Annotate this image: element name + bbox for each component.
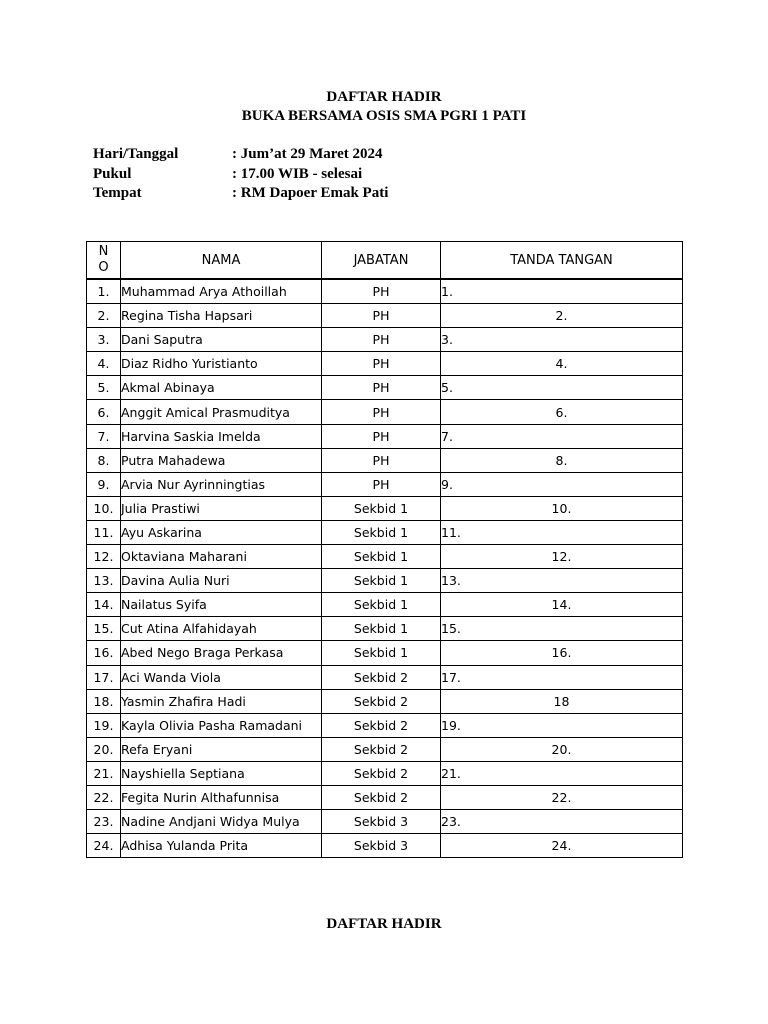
attendee-position: Sekbid 2 xyxy=(322,761,441,785)
table-row xyxy=(87,496,683,520)
signature-cell: 12. xyxy=(441,545,683,569)
attendee-name: Arvia Nur Ayrinningtias xyxy=(121,472,322,496)
row-number: 14. xyxy=(87,593,121,617)
attendee-position: Sekbid 2 xyxy=(322,785,441,809)
signature-cell: 6. xyxy=(441,400,683,424)
event-info xyxy=(93,145,388,204)
table-row xyxy=(87,424,683,448)
attendee-position: Sekbid 2 xyxy=(322,713,441,737)
attendee-name: Nadine Andjani Widya Mulya xyxy=(121,810,322,834)
table-row xyxy=(87,352,683,376)
row-number: 9. xyxy=(87,472,121,496)
table-row xyxy=(87,328,683,352)
attendee-position: PH xyxy=(322,424,441,448)
table-row xyxy=(87,761,683,785)
attendee-name: Akmal Abinaya xyxy=(121,376,322,400)
attendance-table xyxy=(86,241,683,858)
row-number: 6. xyxy=(87,400,121,424)
attendee-name: Regina Tisha Hapsari xyxy=(121,304,322,328)
signature-cell: 10. xyxy=(441,496,683,520)
attendee-name: Muhammad Arya Athoillah xyxy=(121,279,322,304)
info-row-date xyxy=(93,145,388,165)
attendee-position: PH xyxy=(322,304,441,328)
attendance-rows xyxy=(87,279,683,858)
attendee-position: Sekbid 3 xyxy=(322,834,441,858)
signature-cell: 17. xyxy=(441,665,683,689)
row-number: 22. xyxy=(87,785,121,809)
table-header-row xyxy=(87,242,683,280)
row-number: 3. xyxy=(87,328,121,352)
table-row xyxy=(87,617,683,641)
attendee-position: Sekbid 2 xyxy=(322,689,441,713)
attendee-position: Sekbid 1 xyxy=(322,593,441,617)
table-row xyxy=(87,448,683,472)
attendee-name: Nayshiella Septiana xyxy=(121,761,322,785)
signature-cell: 21. xyxy=(441,761,683,785)
attendee-name: Aci Wanda Viola xyxy=(121,665,322,689)
date-value: : Jum’at 29 Maret 2024 xyxy=(232,146,383,162)
attendee-name: Anggit Amical Prasmuditya xyxy=(121,400,322,424)
attendee-position: Sekbid 2 xyxy=(322,737,441,761)
signature-cell: 20. xyxy=(441,737,683,761)
table-row xyxy=(87,376,683,400)
table-row xyxy=(87,545,683,569)
table-row xyxy=(87,834,683,858)
attendee-position: Sekbid 1 xyxy=(322,496,441,520)
row-number: 21. xyxy=(87,761,121,785)
attendee-position: Sekbid 1 xyxy=(322,569,441,593)
document-title: DAFTAR HADIR xyxy=(326,89,442,105)
signature-cell: 19. xyxy=(441,713,683,737)
column-header-position: JABATAN xyxy=(322,242,441,280)
row-number: 11. xyxy=(87,520,121,544)
column-header-name: NAMA xyxy=(121,242,322,280)
attendee-name: Davina Aulia Nuri xyxy=(121,569,322,593)
signature-cell: 7. xyxy=(441,424,683,448)
table-row xyxy=(87,569,683,593)
row-number: 15. xyxy=(87,617,121,641)
row-number: 10. xyxy=(87,496,121,520)
place-value: : RM Dapoer Emak Pati xyxy=(232,185,389,201)
row-number: 23. xyxy=(87,810,121,834)
table-row xyxy=(87,737,683,761)
attendee-name: Abed Nego Braga Perkasa xyxy=(121,641,322,665)
row-number: 17. xyxy=(87,665,121,689)
table-row xyxy=(87,689,683,713)
attendee-position: PH xyxy=(322,328,441,352)
signature-cell: 14. xyxy=(441,593,683,617)
row-number: 12. xyxy=(87,545,121,569)
info-row-time xyxy=(93,165,388,185)
attendee-position: Sekbid 2 xyxy=(322,665,441,689)
table-row xyxy=(87,810,683,834)
table-row xyxy=(87,279,683,304)
attendee-name: Oktaviana Maharani xyxy=(121,545,322,569)
signature-cell: 13. xyxy=(441,569,683,593)
row-number: 1. xyxy=(87,279,121,304)
table-row xyxy=(87,304,683,328)
signature-cell: 8. xyxy=(441,448,683,472)
attendee-position: PH xyxy=(322,352,441,376)
signature-cell: 24. xyxy=(441,834,683,858)
signature-cell: 18 xyxy=(441,689,683,713)
signature-cell: 3. xyxy=(441,328,683,352)
signature-cell: 15. xyxy=(441,617,683,641)
attendee-position: PH xyxy=(322,472,441,496)
row-number: 7. xyxy=(87,424,121,448)
row-number: 8. xyxy=(87,448,121,472)
document-subtitle: BUKA BERSAMA OSIS SMA PGRI 1 PATI xyxy=(241,108,527,124)
next-page-title: DAFTAR HADIR xyxy=(326,916,442,932)
column-header-no: N O xyxy=(87,242,121,280)
date-label: Hari/Tanggal xyxy=(93,146,179,162)
signature-cell: 1. xyxy=(441,279,683,304)
attendee-name: Julia Prastiwi xyxy=(121,496,322,520)
info-row-place xyxy=(93,184,388,204)
row-number: 24. xyxy=(87,834,121,858)
attendee-position: Sekbid 3 xyxy=(322,810,441,834)
row-number: 4. xyxy=(87,352,121,376)
attendee-name: Ayu Askarina xyxy=(121,520,322,544)
attendee-position: PH xyxy=(322,279,441,304)
attendee-position: Sekbid 1 xyxy=(322,520,441,544)
attendee-name: Diaz Ridho Yuristianto xyxy=(121,352,322,376)
table-row xyxy=(87,593,683,617)
row-number: 19. xyxy=(87,713,121,737)
attendee-position: PH xyxy=(322,376,441,400)
attendee-position: Sekbid 1 xyxy=(322,617,441,641)
row-number: 13. xyxy=(87,569,121,593)
signature-cell: 11. xyxy=(441,520,683,544)
attendee-position: PH xyxy=(322,400,441,424)
attendee-name: Cut Atina Alfahidayah xyxy=(121,617,322,641)
table-row xyxy=(87,641,683,665)
attendee-position: PH xyxy=(322,448,441,472)
row-number: 5. xyxy=(87,376,121,400)
attendee-name: Adhisa Yulanda Prita xyxy=(121,834,322,858)
signature-cell: 16. xyxy=(441,641,683,665)
row-number: 16. xyxy=(87,641,121,665)
table-row xyxy=(87,400,683,424)
table-row xyxy=(87,785,683,809)
column-header-signature: TANDA TANGAN xyxy=(441,242,683,280)
row-number: 2. xyxy=(87,304,121,328)
signature-cell: 9. xyxy=(441,472,683,496)
attendee-name: Refa Eryani xyxy=(121,737,322,761)
attendee-name: Yasmin Zhafira Hadi xyxy=(121,689,322,713)
signature-cell: 2. xyxy=(441,304,683,328)
signature-cell: 23. xyxy=(441,810,683,834)
table-row xyxy=(87,713,683,737)
table-row xyxy=(87,520,683,544)
attendee-name: Nailatus Syifa xyxy=(121,593,322,617)
table-row xyxy=(87,665,683,689)
attendee-position: Sekbid 1 xyxy=(322,545,441,569)
time-value: : 17.00 WIB - selesai xyxy=(232,165,363,182)
row-number: 20. xyxy=(87,737,121,761)
attendee-name: Putra Mahadewa xyxy=(121,448,322,472)
row-number: 18. xyxy=(87,689,121,713)
attendee-name: Kayla Olivia Pasha Ramadani xyxy=(121,713,322,737)
signature-cell: 4. xyxy=(441,352,683,376)
attendee-name: Fegita Nurin Althafunnisa xyxy=(121,785,322,809)
signature-cell: 5. xyxy=(441,376,683,400)
signature-cell: 22. xyxy=(441,785,683,809)
attendee-name: Harvina Saskia Imelda xyxy=(121,424,322,448)
attendee-name: Dani Saputra xyxy=(121,328,322,352)
place-label: Tempat xyxy=(93,185,142,201)
attendee-position: Sekbid 1 xyxy=(322,641,441,665)
time-label: Pukul xyxy=(93,165,132,182)
table-row xyxy=(87,472,683,496)
